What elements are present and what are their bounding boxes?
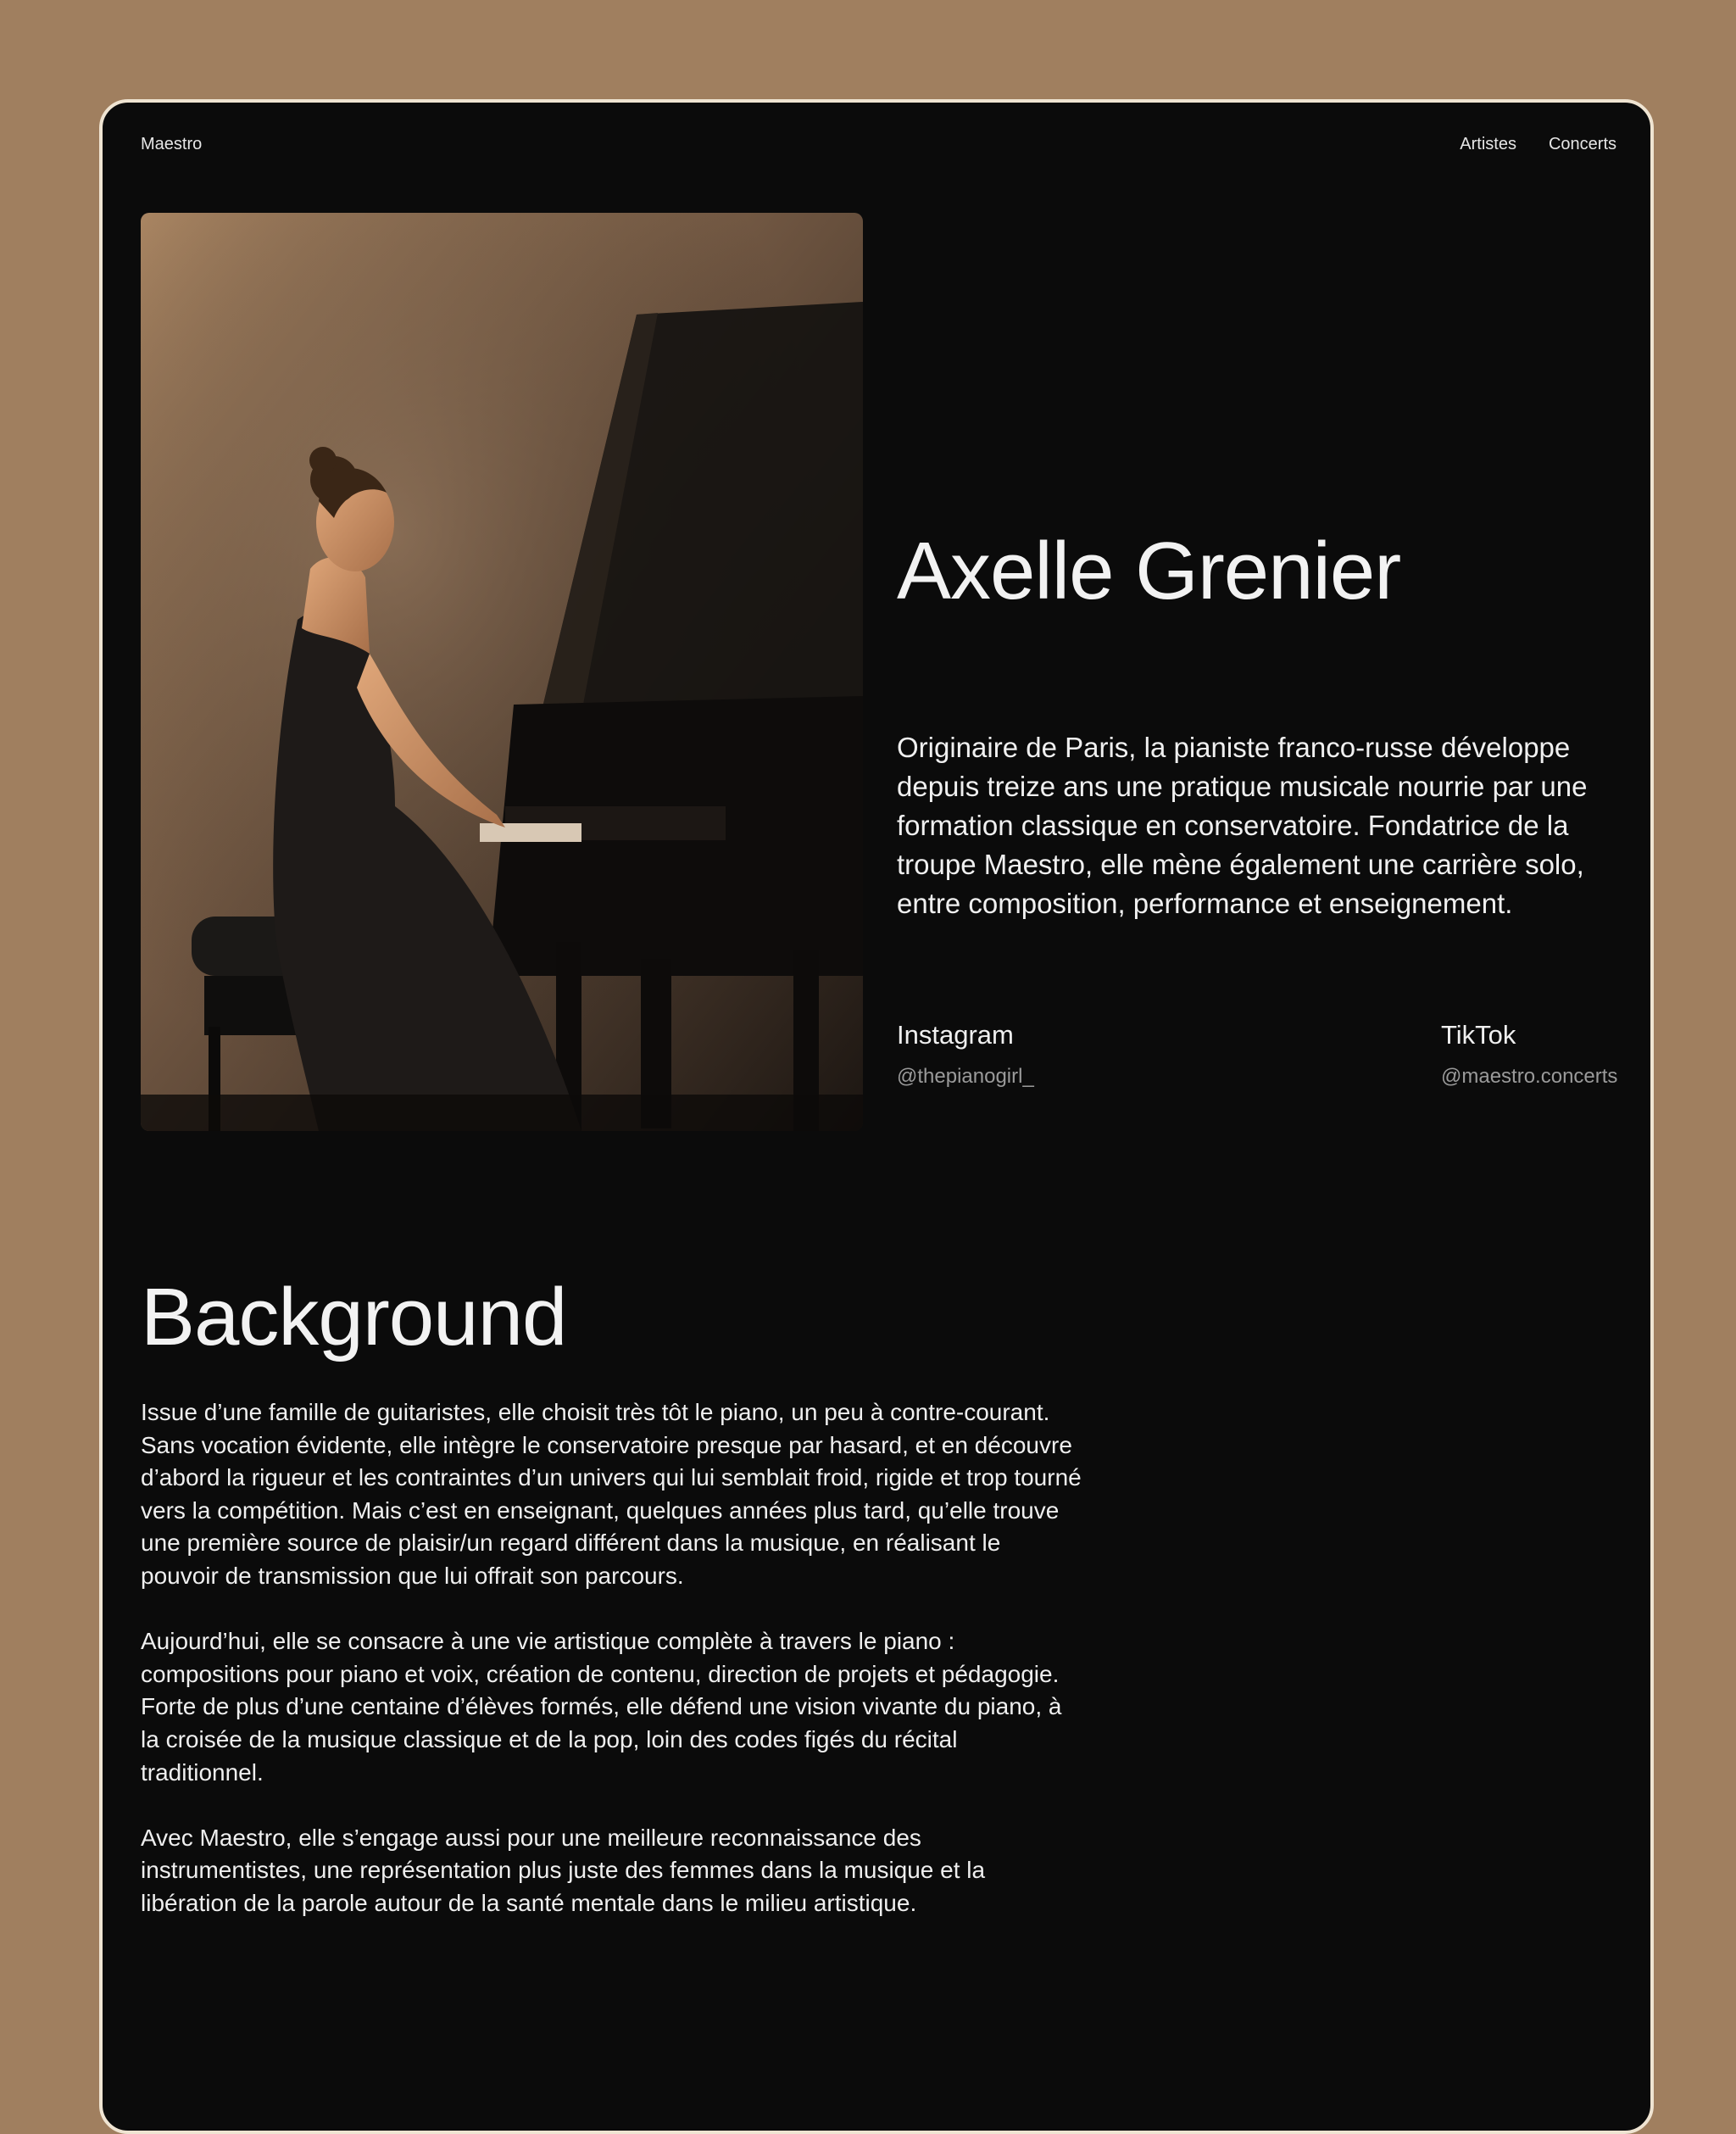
- nav-link-concerts[interactable]: Concerts: [1548, 135, 1616, 153]
- social-tiktok: [1441, 1020, 1617, 1089]
- background-paragraph: Issue d’une famille de guitaristes, elle choisit très tôt le piano, un peu à contre-courant. Sans vocation évidente, elle intègre le conservatoire presque par hasard, et en découvre d’abord la rigueur et les contraintes d’un univers qui lui semblait froid, rigide et trop tourné vers la compétition. Mais c’est en enseignant, quelques années plus tard, qu’elle trouve une première source de plaisir/un regard différent dans la musique, en réalisant le pouvoir de transmission que lui offrait son parcours.: [141, 1399, 1082, 1589]
- background-title: Background: [141, 1272, 567, 1362]
- main-nav: [1460, 135, 1616, 154]
- artist-photo: [141, 213, 863, 1131]
- brand-logo-link[interactable]: Maestro: [141, 135, 203, 153]
- social-label-instagram: Instagram: [897, 1020, 1014, 1050]
- nav-link-artistes[interactable]: Artistes: [1460, 135, 1516, 153]
- background-paragraph: Aujourd’hui, elle se consacre à une vie artistique complète à travers le piano : compositions pour piano et voix, création de contenu, direction de projets et pédagogie. Forte de plus d’une centaine d’élèves formés, elle défend une vision vivante du piano, à la croisée de la musique classique et de la pop, loin des codes figés du récital traditionnel.: [141, 1628, 1062, 1786]
- background-paragraph: Avec Maestro, elle s’engage aussi pour une meilleure reconnaissance des instrumentistes, une représentation plus juste des femmes dans la musique et la libération de la parole autour de la santé mentale dans le milieu artistique.: [141, 1824, 986, 1916]
- background-text: [141, 1396, 1082, 1953]
- artist-bio: Originaire de Paris, la pianiste franco-russe développe depuis treize ans une pratique musicale nourrie par une formation classique en conservatoire. Fondatrice de la troupe Maestro, elle mène également une carrière solo, entre composition, performance et enseignement.: [897, 732, 1588, 919]
- artist-name: Axelle Grenier: [897, 526, 1401, 616]
- social-instagram: [897, 1020, 1034, 1089]
- social-label-tiktok: TikTok: [1441, 1020, 1516, 1050]
- social-handle-instagram[interactable]: @thepianogirl_: [897, 1065, 1034, 1088]
- page-frame: [99, 99, 1654, 2134]
- social-handle-tiktok[interactable]: @maestro.concerts: [1441, 1065, 1618, 1088]
